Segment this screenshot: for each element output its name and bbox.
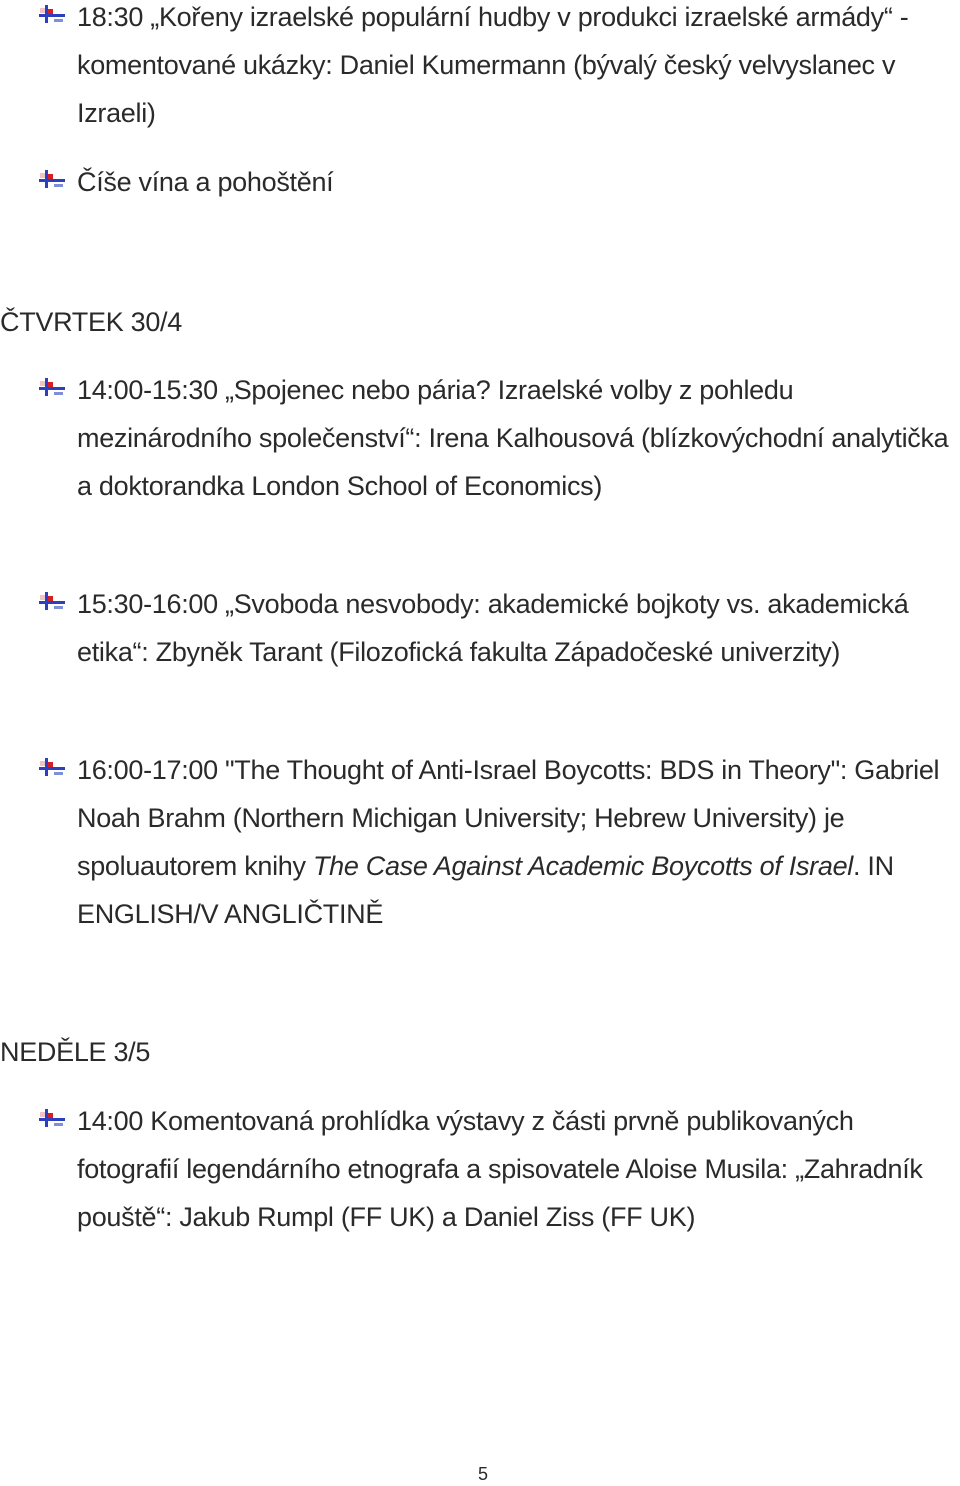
- book-title: The Case Against Academic Boycotts of Israel: [312, 851, 853, 881]
- page-number: 5: [477, 1464, 488, 1484]
- day-heading-sunday: NEDĚLE 3/5: [0, 1037, 151, 1067]
- program-item: [77, 158, 957, 206]
- program-item: [77, 580, 957, 676]
- language-note: . IN ENGLISH/V ANGLIČTINĚ: [77, 851, 894, 929]
- arrow-bullet-icon: [39, 170, 67, 194]
- program-item-text: 18:30 „Kořeny izraelské populární hudby v produkci izraelské armády“ - komentované ukázky: Daniel Kumermann (bývalý český velvyslanec v Izraeli): [77, 2, 909, 128]
- program-item: [77, 746, 957, 938]
- arrow-bullet-icon: [39, 592, 67, 616]
- day-heading-thursday: ČTVRTEK 30/4: [0, 307, 182, 337]
- program-item: [77, 366, 957, 510]
- arrow-bullet-icon: [39, 1109, 67, 1133]
- program-item-text: Číše vína a pohoštění: [77, 167, 334, 197]
- program-item-text: 16:00-17:00 "The Thought of Anti-Israel Boycotts: BDS in Theory": Gabriel Noah Brahm (Northern Michigan University; Hebrew University) je spoluautorem knihy: [77, 755, 940, 881]
- arrow-bullet-icon: [39, 378, 67, 402]
- arrow-bullet-icon: [39, 758, 67, 782]
- program-item: [77, 1097, 957, 1241]
- arrow-bullet-icon: [39, 5, 67, 29]
- program-item-text: 14:00 Komentovaná prohlídka výstavy z části prvně publikovaných fotografií legendárního etnografa a spisovatele Aloise Musila: „Zahradník pouště“: Jakub Rumpl (FF UK) a Daniel Ziss (FF UK): [77, 1106, 923, 1232]
- program-item: [77, 0, 957, 137]
- program-item-text: 14:00-15:30 „Spojenec nebo pária? Izraelské volby z pohledu mezinárodního společenství“: Irena Kalhousová (blízkovýchodní analytička a doktorandka London School of Economics): [77, 375, 949, 501]
- program-item-text: 15:30-16:00 „Svoboda nesvobody: akademické bojkoty vs. akademická etika“: Zbyněk Tarant (Filozofická fakulta Západočeské univerzity): [77, 589, 909, 667]
